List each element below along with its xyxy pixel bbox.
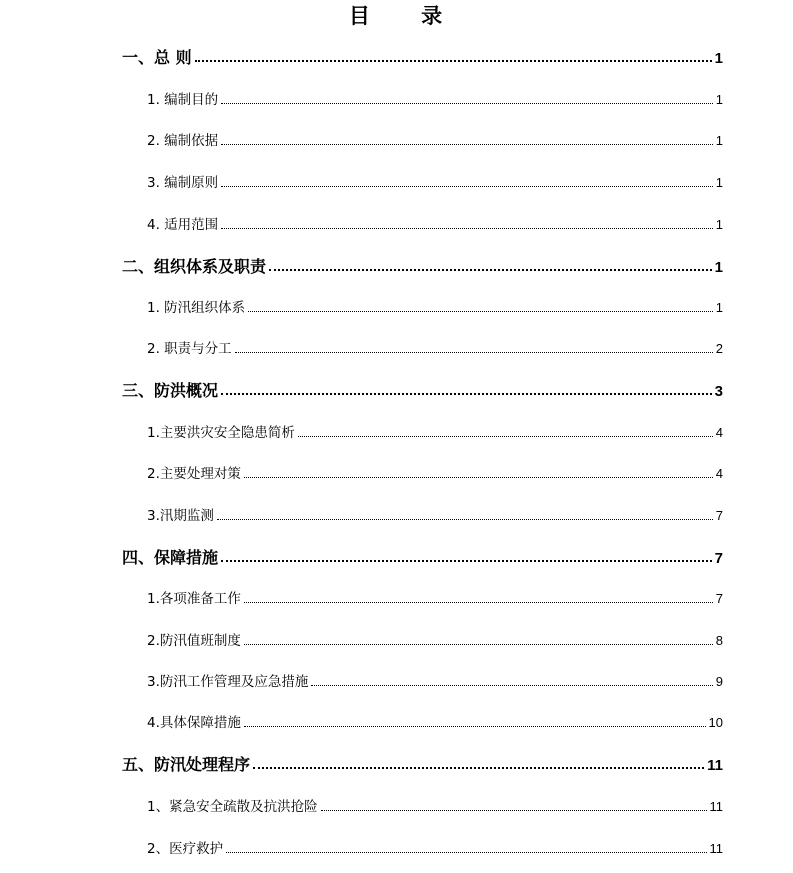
toc-page-number: 11: [709, 799, 723, 814]
dot-leader: [311, 685, 712, 686]
toc-page-number: 9: [715, 674, 723, 689]
toc-page-number: 11: [709, 841, 723, 856]
dot-leader: [248, 311, 713, 312]
toc-entry-label: 1.各项准备工作: [147, 591, 241, 607]
toc-page-number: 1: [714, 50, 723, 67]
toc-entry-label: 2、医疗救护: [147, 841, 224, 857]
dot-leader: [253, 767, 704, 769]
toc-item-4-3[interactable]: [147, 670, 723, 690]
page-title: 目 录: [348, 3, 465, 28]
toc-entry-label: 2. 编制依据: [147, 133, 219, 149]
toc-item-2-1[interactable]: [147, 296, 723, 316]
toc-item-1-3[interactable]: [147, 171, 723, 191]
toc-page-number: 4: [715, 425, 723, 440]
toc-item-2-2[interactable]: [147, 337, 723, 357]
toc-entry-label: 2.主要处理对策: [147, 466, 241, 482]
toc-section-4[interactable]: [122, 545, 723, 567]
toc-item-1-1[interactable]: [147, 88, 723, 108]
toc-page-number: 7: [715, 508, 723, 523]
dot-leader: [195, 60, 712, 62]
toc-item-1-2[interactable]: [147, 129, 723, 149]
toc-entry-label: 二、组织体系及职责: [122, 257, 267, 276]
toc-entry-label: 1. 编制目的: [147, 92, 219, 108]
toc-page-number: 1: [715, 133, 723, 148]
toc-entry-label: 4.具体保障措施: [147, 715, 241, 731]
toc-entry-label: 一、总 则: [122, 48, 192, 67]
toc-item-1-4[interactable]: [147, 213, 723, 233]
dot-leader: [298, 436, 713, 437]
toc-item-4-4[interactable]: [147, 711, 723, 731]
dot-leader: [244, 726, 706, 727]
toc-page-number: 7: [715, 591, 723, 606]
toc-item-4-1[interactable]: [147, 587, 723, 607]
dot-leader: [221, 144, 713, 145]
toc-entry-label: 4. 适用范围: [147, 217, 219, 233]
dot-leader: [221, 103, 713, 104]
toc-entry-label: 三、防洪概况: [122, 381, 219, 400]
toc-entry-label: 四、保障措施: [122, 548, 219, 567]
dot-leader: [221, 393, 712, 395]
toc-page-number: 10: [708, 715, 723, 730]
toc-entry-label: 1. 防汛组织体系: [147, 300, 246, 316]
toc-entry-label: 2.防汛值班制度: [147, 633, 241, 649]
toc-section-3[interactable]: [122, 378, 723, 400]
dot-leader: [244, 477, 713, 478]
dot-leader: [226, 852, 706, 853]
toc-page-number: 4: [715, 466, 723, 481]
toc-page-number: 8: [715, 633, 723, 648]
toc-page-number: 1: [715, 217, 723, 232]
toc-section-5[interactable]: [122, 752, 723, 774]
toc-page-number: 1: [715, 92, 723, 107]
toc-entry-label: 1.主要洪灾安全隐患简析: [147, 425, 295, 441]
dot-leader: [217, 519, 713, 520]
toc-page-number: 7: [714, 550, 723, 567]
toc-entry-label: 2. 职责与分工: [147, 341, 232, 357]
dot-leader: [235, 352, 713, 353]
toc-page-number: 3: [714, 383, 723, 400]
toc-item-3-1[interactable]: [147, 421, 723, 441]
toc-item-3-2[interactable]: [147, 462, 723, 482]
toc-section-2[interactable]: [122, 254, 723, 276]
toc-item-5-1[interactable]: [147, 795, 723, 815]
toc-entry-label: 3. 编制原则: [147, 175, 219, 191]
toc-entry-label: 1、紧急安全疏散及抗洪抢险: [147, 799, 318, 815]
dot-leader: [221, 228, 713, 229]
toc-page-number: 1: [715, 175, 723, 190]
toc-entry-label: 3.防汛工作管理及应急措施: [147, 674, 309, 690]
toc-page-number: 2: [715, 341, 723, 356]
toc-page-number: 11: [707, 757, 723, 774]
toc-item-4-2[interactable]: [147, 629, 723, 649]
toc-item-3-3[interactable]: [147, 504, 723, 524]
dot-leader: [244, 602, 713, 603]
toc-entry-label: 3.汛期监测: [147, 508, 214, 524]
toc-item-5-2[interactable]: [147, 837, 723, 857]
dot-leader: [269, 269, 712, 271]
toc-entry-label: 五、防汛处理程序: [122, 755, 251, 774]
toc-page-number: 1: [714, 259, 723, 276]
dot-leader: [321, 810, 707, 811]
dot-leader: [221, 560, 712, 562]
toc-page-number: 1: [715, 300, 723, 315]
dot-leader: [221, 186, 713, 187]
dot-leader: [244, 644, 713, 645]
toc-section-1[interactable]: [122, 45, 723, 67]
